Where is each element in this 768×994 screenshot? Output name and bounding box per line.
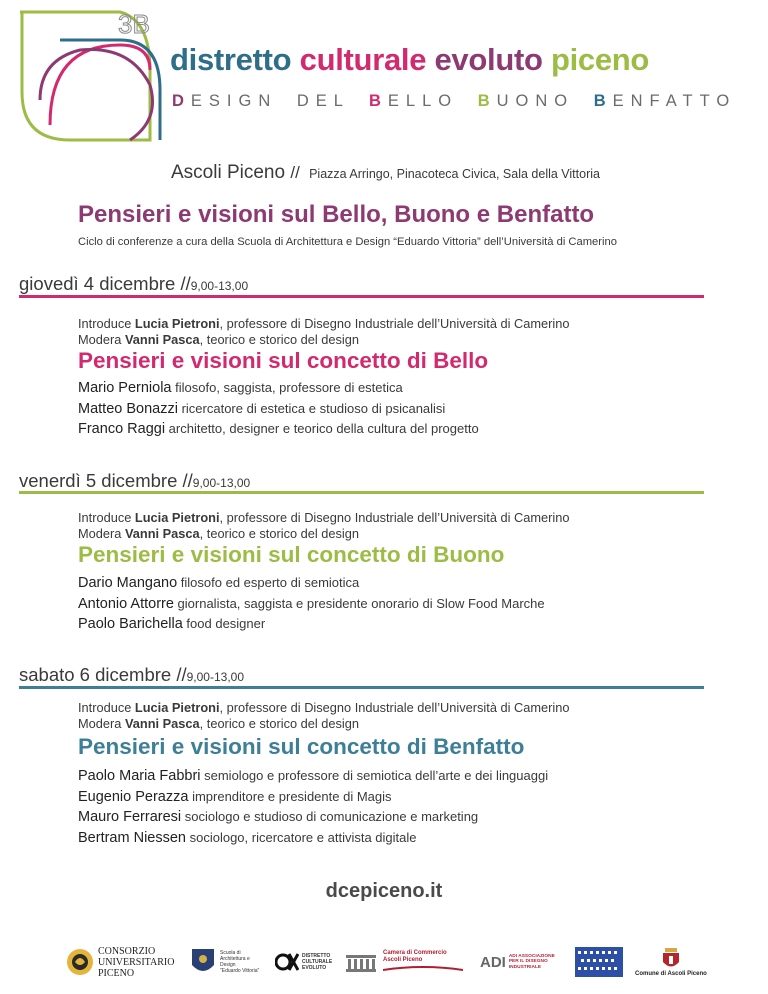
speaker-role: food designer [186,616,266,631]
sponsor-adi [480,942,555,982]
day-1-time: 9,00-13,00 [190,279,249,293]
subtitle-benfatto: ENFATTO [612,92,737,110]
adi-line-2: PER IL DISEGNO [508,959,548,965]
day-1-session-title: Pensieri e visioni sul concetto di Bello [78,348,489,373]
speaker-name: Antonio Attorre [78,595,174,612]
subtitle-bello: ELLO [387,92,459,110]
speaker-name: Franco Raggi [78,421,166,437]
speaker-role: filosofo, saggista, professore di estetica [175,380,403,395]
day-3-separator: // [176,664,187,685]
comune-label: Comune di Ascoli Piceno [635,971,707,977]
consorzio-line-2: UNIVERSITARIO [98,956,175,968]
speaker-name: Paolo Barichella [78,616,183,632]
scuola-line-3: Design [220,962,236,968]
day-2-time: 9,00-13,00 [192,476,251,490]
subtitle-b3: B [593,92,613,110]
camera-swoosh-icon [383,964,463,972]
moderator-prefix: Modera [78,332,125,347]
day-1-introduce-line [78,316,570,332]
day-2-speakers [78,573,545,635]
dce-line-1: DISTRETTO [302,953,331,959]
moderator-role: , teorico e storico del design [199,332,359,347]
speaker-name: Dario Mangano [78,575,178,591]
moderator-role: , teorico e storico del design [199,716,359,731]
sponsor-comune [635,942,707,982]
day-2-intro [78,510,570,542]
day-2-session-title: Pensieri e visioni sul concetto di Buono [78,542,505,567]
day-3-intro [78,700,570,732]
moderator-name: Vanni Pasca [124,526,200,541]
speaker-row [78,399,479,420]
speaker-role: sociologo, ricercatore e attivista digitale [189,829,417,845]
speaker-row [78,614,545,635]
header-title [170,42,649,78]
day-3-time: 9,00-13,00 [186,670,245,684]
subtitle-d: D [172,92,191,110]
speaker-name: Mario Perniola [78,380,172,396]
day-2-moderator-line [78,526,570,542]
camera-line-1: Camera di Commercio [383,949,447,956]
subtitle-b2: B [477,92,497,110]
consorzio-emblem-icon [66,948,94,976]
day-1-intro [78,316,570,348]
day-3-divider [19,686,704,689]
speaker-role: giornalista, saggista e presidente onorario di Slow Food Marche [177,595,545,611]
speaker-row [78,828,548,849]
speaker-role: ricercatore di estetica e studioso di psicanalisi [181,400,446,416]
speaker-name: Bertram Niessen [78,829,186,846]
scuola-line-2: Architettura e [220,956,250,962]
blue-pattern-logo-icon [575,947,623,977]
adi-mark: ADI [480,953,506,971]
moderator-prefix: Modera [78,526,125,541]
scuola-line-4: "Eduardo Vittoria" [220,968,260,974]
dce-logo [0,0,170,150]
sponsor-consorzio [66,942,174,982]
title-word-evoluto: evoluto [434,42,543,77]
day-1-separator: // [180,273,191,294]
day-1-date: giovedì 4 dicembre [19,273,176,294]
intro-role: , professore di Disegno Industriale dell’Università di Camerino [219,700,570,715]
adi-line-1: ADI ASSOCIAZIONE [508,953,555,959]
speaker-role: imprenditore e presidente di Magis [192,788,392,804]
day-1-moderator-line [78,332,570,348]
day-3-moderator-line [78,716,570,732]
unicam-shield-icon [190,947,216,977]
speaker-role: filosofo ed esperto di semiotica [180,575,360,590]
day-3-speakers [78,766,548,848]
sponsor-dce [275,942,332,982]
moderator-prefix: Modera [78,716,125,731]
subtitle-design: ESIGN [190,92,278,110]
speaker-role: architetto, designer e teorico della cultura del progetto [168,421,479,436]
intro-name: Lucia Pietroni [134,700,220,715]
website-link[interactable]: dcepiceno.it [325,880,443,902]
day-3-date: sabato 6 dicembre [19,664,172,685]
day-2-divider [19,491,704,494]
speaker-row [78,807,548,828]
logo-3b-text: 3B [118,9,150,39]
day-3-session-title: Pensieri e visioni sul concetto di Benfatto [78,734,525,759]
adi-line-3: INDUSTRIALE [508,964,542,970]
intro-prefix: Introduce [78,700,135,715]
sponsor-blue-mark [575,942,623,982]
sponsor-camera-commercio [345,942,463,982]
speaker-row [78,378,479,399]
speaker-role: sociologo e studioso di comunicazione e marketing [184,809,479,824]
title-word-piceno: piceno [550,42,650,77]
header-subtitle [172,92,736,111]
camera-building-icon [345,951,377,973]
dce-mark-icon [275,949,299,975]
day-1-speakers [78,378,479,440]
location-separator: // [290,163,300,182]
day-3-introduce-line [78,700,570,716]
comune-crest-icon [660,947,682,971]
event-title: Pensieri e visioni sul Bello, Buono e Benfatto [78,201,595,228]
camera-line-2: Ascoli Piceno [383,956,423,963]
day-2-introduce-line [78,510,570,526]
moderator-role: , teorico e storico del design [199,526,359,541]
speaker-row [78,419,479,440]
speaker-name: Paolo Maria Fabbri [78,768,201,784]
moderator-name: Vanni Pasca [124,332,200,347]
location-line [171,162,600,184]
intro-prefix: Introduce [78,316,135,331]
day-3-header [19,664,244,686]
title-word-distretto: distretto [170,42,292,77]
intro-name: Lucia Pietroni [134,510,220,525]
intro-role: , professore di Disegno Industriale dell’Università di Camerino [219,316,570,331]
title-word-culturale: culturale [299,42,427,77]
consorzio-line-3: PICENO [98,967,135,979]
speaker-row [78,766,548,787]
event-subtitle: Ciclo di conferenze a cura della Scuola di Architettura e Design “Eduardo Vittoria” dell’Università di Camerino [78,236,617,248]
day-2-header [19,470,250,492]
dce-line-2: CULTURALE [302,959,333,965]
day-2-date: venerdì 5 dicembre [19,470,178,491]
speaker-name: Eugenio Perazza [78,788,189,805]
speaker-row [78,573,545,594]
day-1-header [19,273,248,295]
intro-name: Lucia Pietroni [134,316,220,331]
dce-line-3: EVOLUTO [302,965,327,971]
subtitle-del: DEL [296,92,350,110]
subtitle-b1: B [368,92,388,110]
subtitle-buono: UONO [496,92,575,110]
location-city: Ascoli Piceno [171,162,286,183]
speaker-row [78,787,548,808]
sponsor-scuola-architettura [190,942,259,982]
speaker-row [78,594,545,615]
speaker-role: semiologo e professore di semiotica dell’arte e dei linguaggi [204,768,549,783]
day-2-separator: // [182,470,193,491]
speaker-name: Mauro Ferraresi [78,809,182,825]
scuola-line-1: Scuola di [220,950,241,956]
moderator-name: Vanni Pasca [124,716,200,731]
intro-role: , professore di Disegno Industriale dell’Università di Camerino [219,510,570,525]
consorzio-line-1: CONSORZIO [98,945,156,957]
location-venue: Piazza Arringo, Pinacoteca Civica, Sala della Vittoria [309,167,600,181]
speaker-name: Matteo Bonazzi [78,400,178,417]
intro-prefix: Introduce [78,510,135,525]
day-1-divider [19,295,704,298]
